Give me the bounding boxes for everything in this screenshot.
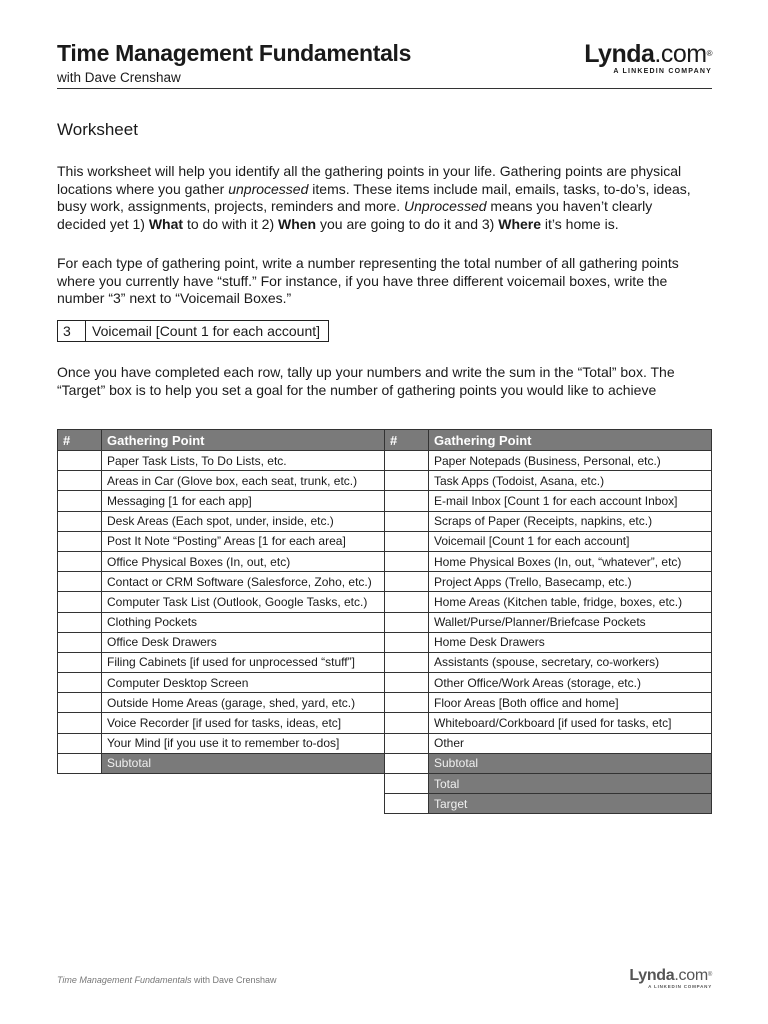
footer-brand-tagline: A LINKEDIN COMPANY <box>648 984 712 989</box>
table-row <box>385 612 712 632</box>
table-row <box>58 551 385 571</box>
intro-italic-unprocessed-2: Unprocessed <box>404 198 487 214</box>
gathering-point-cell: Paper Task Lists, To Do Lists, etc. <box>102 451 385 471</box>
intro-text-c: items. These items include mail, emails, tasks, to-do’s, ideas, busy work, assignments, projects, reminders and more. <box>57 180 691 214</box>
count-cell[interactable] <box>385 753 429 773</box>
example-entry <box>57 320 329 342</box>
intro-bold-when: When <box>278 215 317 232</box>
tally-paragraph: Once you have completed each row, tally up your numbers and write the sum in the “Total” box. The “Target” box is to help you set a goal for the number of gathering points you would like to achieve <box>57 364 675 398</box>
count-cell[interactable] <box>385 511 429 531</box>
gathering-point-cell: Subtotal <box>429 753 712 773</box>
intro-bold-where: Where <box>498 215 542 232</box>
intro-text-k: it’s home is. <box>541 215 619 232</box>
count-cell[interactable] <box>385 652 429 672</box>
table-row <box>385 471 712 491</box>
gathering-point-cell: Total <box>429 774 712 794</box>
count-cell[interactable] <box>385 774 429 794</box>
gathering-point-cell: Clothing Pockets <box>102 612 385 632</box>
count-cell[interactable] <box>58 632 102 652</box>
gathering-point-cell: Voice Recorder [if used for tasks, ideas, etc] <box>102 713 385 733</box>
table-row <box>58 673 385 693</box>
table-row <box>385 713 712 733</box>
footer-credit <box>57 975 277 985</box>
count-cell[interactable] <box>385 713 429 733</box>
intro-text-a: This worksheet will help you identify all the gathering points in your life. Gathering points are physical locations where you gather <box>57 163 682 197</box>
gathering-point-cell: Filing Cabinets [if used for unprocessed “stuff”] <box>102 652 385 672</box>
intro-text-g: to do with it 2) <box>183 215 278 232</box>
gathering-point-cell: Office Desk Drawers <box>102 632 385 652</box>
count-cell[interactable] <box>58 592 102 612</box>
gathering-point-cell: Assistants (spouse, secretary, co-workers) <box>429 652 712 672</box>
intro-paragraph <box>57 163 697 233</box>
gathering-point-cell: Computer Desktop Screen <box>102 673 385 693</box>
table-row <box>385 673 712 693</box>
gathering-point-cell: Your Mind [if you use it to remember to-dos] <box>102 733 385 753</box>
table-row <box>385 592 712 612</box>
gathering-point-cell: Whiteboard/Corkboard [if used for tasks, etc] <box>429 713 712 733</box>
table-header-row <box>58 430 385 451</box>
gathering-point-cell: Target <box>429 794 712 814</box>
count-cell[interactable] <box>58 673 102 693</box>
count-cell[interactable] <box>58 451 102 471</box>
count-cell[interactable] <box>58 531 102 551</box>
header-gathering-point: Gathering Point <box>102 430 385 451</box>
count-cell[interactable] <box>385 491 429 511</box>
summary-row <box>385 753 712 773</box>
table-row <box>385 652 712 672</box>
page-header <box>57 40 712 89</box>
count-cell[interactable] <box>58 652 102 672</box>
count-cell[interactable] <box>385 592 429 612</box>
intro-italic-unprocessed: unprocessed <box>228 180 309 197</box>
count-cell[interactable] <box>58 491 102 511</box>
count-cell[interactable] <box>58 612 102 632</box>
table-row <box>385 551 712 571</box>
table-row <box>58 471 385 491</box>
table-row <box>58 612 385 632</box>
table-row <box>58 733 385 753</box>
brand-suffix: .com <box>654 40 707 68</box>
count-cell[interactable] <box>385 572 429 592</box>
count-cell[interactable] <box>385 632 429 652</box>
table-row <box>58 531 385 551</box>
table-row <box>58 652 385 672</box>
gathering-point-cell: Other Office/Work Areas (storage, etc.) <box>429 673 712 693</box>
instructions-paragraph: For each type of gathering point, write a number representing the total number of all gathering points where you currently have “stuff.” For instance, if you have three different voicemail boxes, write the number “3” next to “Voicemail Boxes.” <box>57 255 679 306</box>
count-cell[interactable] <box>58 511 102 531</box>
gathering-point-cell: Floor Areas [Both office and home] <box>429 693 712 713</box>
gathering-point-cell: Project Apps (Trello, Basecamp, etc.) <box>429 572 712 592</box>
count-cell[interactable] <box>385 471 429 491</box>
table-row <box>385 632 712 652</box>
example-number: 3 <box>58 321 86 341</box>
table-row <box>58 592 385 612</box>
document-subtitle: with Dave Crenshaw <box>57 70 181 85</box>
count-cell[interactable] <box>58 572 102 592</box>
footer-lynda-logo <box>629 967 712 989</box>
footer-course: Time Management Fundamentals <box>57 975 192 985</box>
table-row <box>58 491 385 511</box>
count-cell[interactable] <box>58 733 102 753</box>
count-cell[interactable] <box>385 451 429 471</box>
table-row <box>58 693 385 713</box>
gathering-point-cell: Areas in Car (Glove box, each seat, trunk, etc.) <box>102 471 385 491</box>
gathering-point-cell: Home Areas (Kitchen table, fridge, boxes, etc.) <box>429 592 712 612</box>
document-title: Time Management Fundamentals <box>57 40 412 66</box>
count-cell[interactable] <box>385 612 429 632</box>
gathering-point-cell: Voicemail [Count 1 for each account] <box>429 531 712 551</box>
count-cell[interactable] <box>58 693 102 713</box>
header-gathering-point: Gathering Point <box>429 430 712 451</box>
count-cell[interactable] <box>385 693 429 713</box>
brand-tagline: A LINKEDIN COMPANY <box>613 68 712 75</box>
brand-name: Lynda <box>584 40 655 68</box>
footer-brand-registered: ® <box>707 972 712 978</box>
footer-author: with Dave Crenshaw <box>191 975 277 985</box>
gathering-point-cell: Task Apps (Todoist, Asana, etc.) <box>429 471 712 491</box>
table-header-row <box>385 430 712 451</box>
table-row <box>58 511 385 531</box>
summary-row <box>385 794 712 814</box>
table-row <box>385 531 712 551</box>
table-row <box>385 451 712 471</box>
summary-row <box>58 753 385 773</box>
gathering-point-cell: Home Desk Drawers <box>429 632 712 652</box>
gathering-point-cell: Post It Note “Posting” Areas [1 for each area] <box>102 531 385 551</box>
table-row <box>58 713 385 733</box>
gathering-point-cell: Other <box>429 733 712 753</box>
intro-text-e: means you haven’t clearly decided yet 1) <box>57 198 653 232</box>
count-cell[interactable] <box>385 733 429 753</box>
summary-row <box>385 774 712 794</box>
table-row <box>58 632 385 652</box>
footer-brand-suffix: .com <box>674 967 708 984</box>
gathering-point-cell: Paper Notepads (Business, Personal, etc.) <box>429 451 712 471</box>
brand-registered: ® <box>706 49 712 58</box>
count-cell[interactable] <box>58 471 102 491</box>
gathering-point-cell: Contact or CRM Software (Salesforce, Zoho, etc.) <box>102 572 385 592</box>
gathering-point-cell: Computer Task List (Outlook, Google Tasks, etc.) <box>102 592 385 612</box>
gathering-point-cell: E-mail Inbox [Count 1 for each account Inbox] <box>429 491 712 511</box>
gathering-point-cell: Home Physical Boxes (In, out, “whatever”, etc) <box>429 551 712 571</box>
intro-bold-what: What <box>148 215 184 232</box>
gathering-point-cell: Messaging [1 for each app] <box>102 491 385 511</box>
count-cell[interactable] <box>385 551 429 571</box>
table-row <box>385 511 712 531</box>
table-row <box>385 693 712 713</box>
gathering-points-table-left <box>57 429 385 774</box>
gathering-point-cell: Subtotal <box>102 753 385 773</box>
gathering-point-cell: Scraps of Paper (Receipts, napkins, etc.) <box>429 511 712 531</box>
count-cell[interactable] <box>385 794 429 814</box>
section-heading: Worksheet <box>57 120 138 139</box>
lynda-logo <box>584 41 712 75</box>
count-cell[interactable] <box>385 531 429 551</box>
table-row <box>58 572 385 592</box>
gathering-point-cell: Outside Home Areas (garage, shed, yard, etc.) <box>102 693 385 713</box>
table-row <box>385 733 712 753</box>
intro-text-i: you are going to do it and 3) <box>316 215 499 232</box>
count-cell[interactable] <box>58 713 102 733</box>
gathering-point-cell: Wallet/Purse/Planner/Briefcase Pockets <box>429 612 712 632</box>
gathering-point-cell: Desk Areas (Each spot, under, inside, etc.) <box>102 511 385 531</box>
header-num: # <box>385 430 429 451</box>
example-label: Voicemail [Count 1 for each account] <box>92 323 321 339</box>
count-cell[interactable] <box>385 673 429 693</box>
header-num: # <box>58 430 102 451</box>
gathering-points-table-right <box>384 429 712 814</box>
count-cell[interactable] <box>58 551 102 571</box>
count-cell[interactable] <box>58 753 102 773</box>
table-row <box>385 491 712 511</box>
gathering-point-cell: Office Physical Boxes (In, out, etc) <box>102 551 385 571</box>
table-row <box>385 572 712 592</box>
table-row <box>58 451 385 471</box>
footer-brand-name: Lynda <box>629 967 675 984</box>
